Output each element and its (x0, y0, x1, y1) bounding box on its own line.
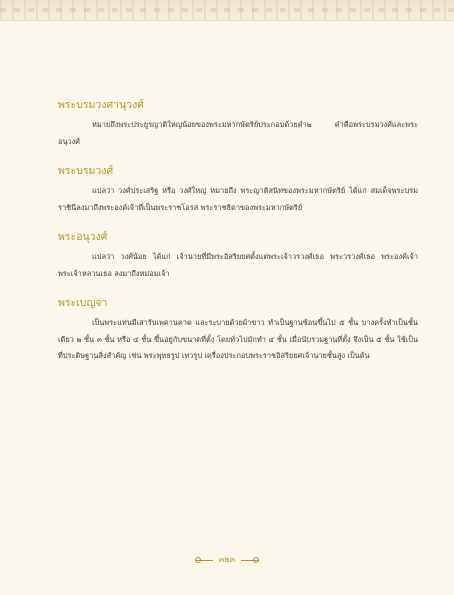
section-royal-family (58, 98, 418, 150)
left-ornament-icon (195, 556, 213, 564)
section-heading: พระเบญจา (58, 297, 108, 309)
document-body (58, 98, 418, 379)
section-heading: พระบรมวงศ์ (58, 165, 114, 177)
section-paragraph: เป็นพระแท่นมีเสารับเพดานคาด และระบายด้วยผ้าขาว ทำเป็นฐานซ้อนขึ้นไป ๕ ชั้น บางครั้งทำเป็นชั้นเดียว ๒ ชั้น ๓ ชั้น หรือ ๔ ชั้น ขึ้นอยู่กับขนาดที่ตั้ง โดยทั่วไปมักทำ ๔ ชั้น เมื่อนับรวมฐานที่ตั้ง จึงเป็น ๕ ชั้น ใช้เป็นที่ประดิษฐานสิ่งสำคัญ เช่น พระพุทธรูป เทวรูป เครื่องประกอบพระราชอิสริยยศเจ้านายชั้นสูง เป็นต้น (58, 318, 418, 360)
section-heading: พระอนุวงศ์ (58, 231, 108, 243)
section-paragraph: แปลว่า วงศ์น้อย ได้แก่ เจ้านายที่มีพระอิสริยยศตั้งแต่พระเจ้าวรวงศ์เธอ พระวรวงศ์เธอ พระองค์เจ้า พระเจ้าหลานเธอ ลงมาถึงหม่อมเจ้า (58, 252, 418, 278)
section-benja (58, 296, 418, 365)
section-minor-royals (58, 230, 418, 282)
section-paragraph: แปลว่า วงศ์ประเสริฐ หรือ วงศ์ใหญ่ หมายถึง พระญาติสนิทของพระมหากษัตริย์ ได้แก่ สมเด็จพระบรมราชินีลงมาถึงพระองค์เจ้าที่เป็นพระราชโอรส พระราชธิดาของพระมหากษัตริย์ (58, 186, 418, 212)
top-decorative-border (0, 0, 454, 21)
page-number: ๓๒๓ (218, 555, 236, 564)
section-heading: พระบรมวงศานุวงศ์ (58, 99, 144, 111)
section-paragraph: หมายถึงพระประยูรญาติใหญ่น้อยของพระมหากษัตริย์ประกอบด้วยคำ๒ คำคือพระบรมวงศ์และพระอนุวงศ์ (58, 120, 418, 146)
section-royal-lineage (58, 164, 418, 216)
page-footer (0, 554, 454, 566)
right-ornament-icon (241, 556, 259, 564)
